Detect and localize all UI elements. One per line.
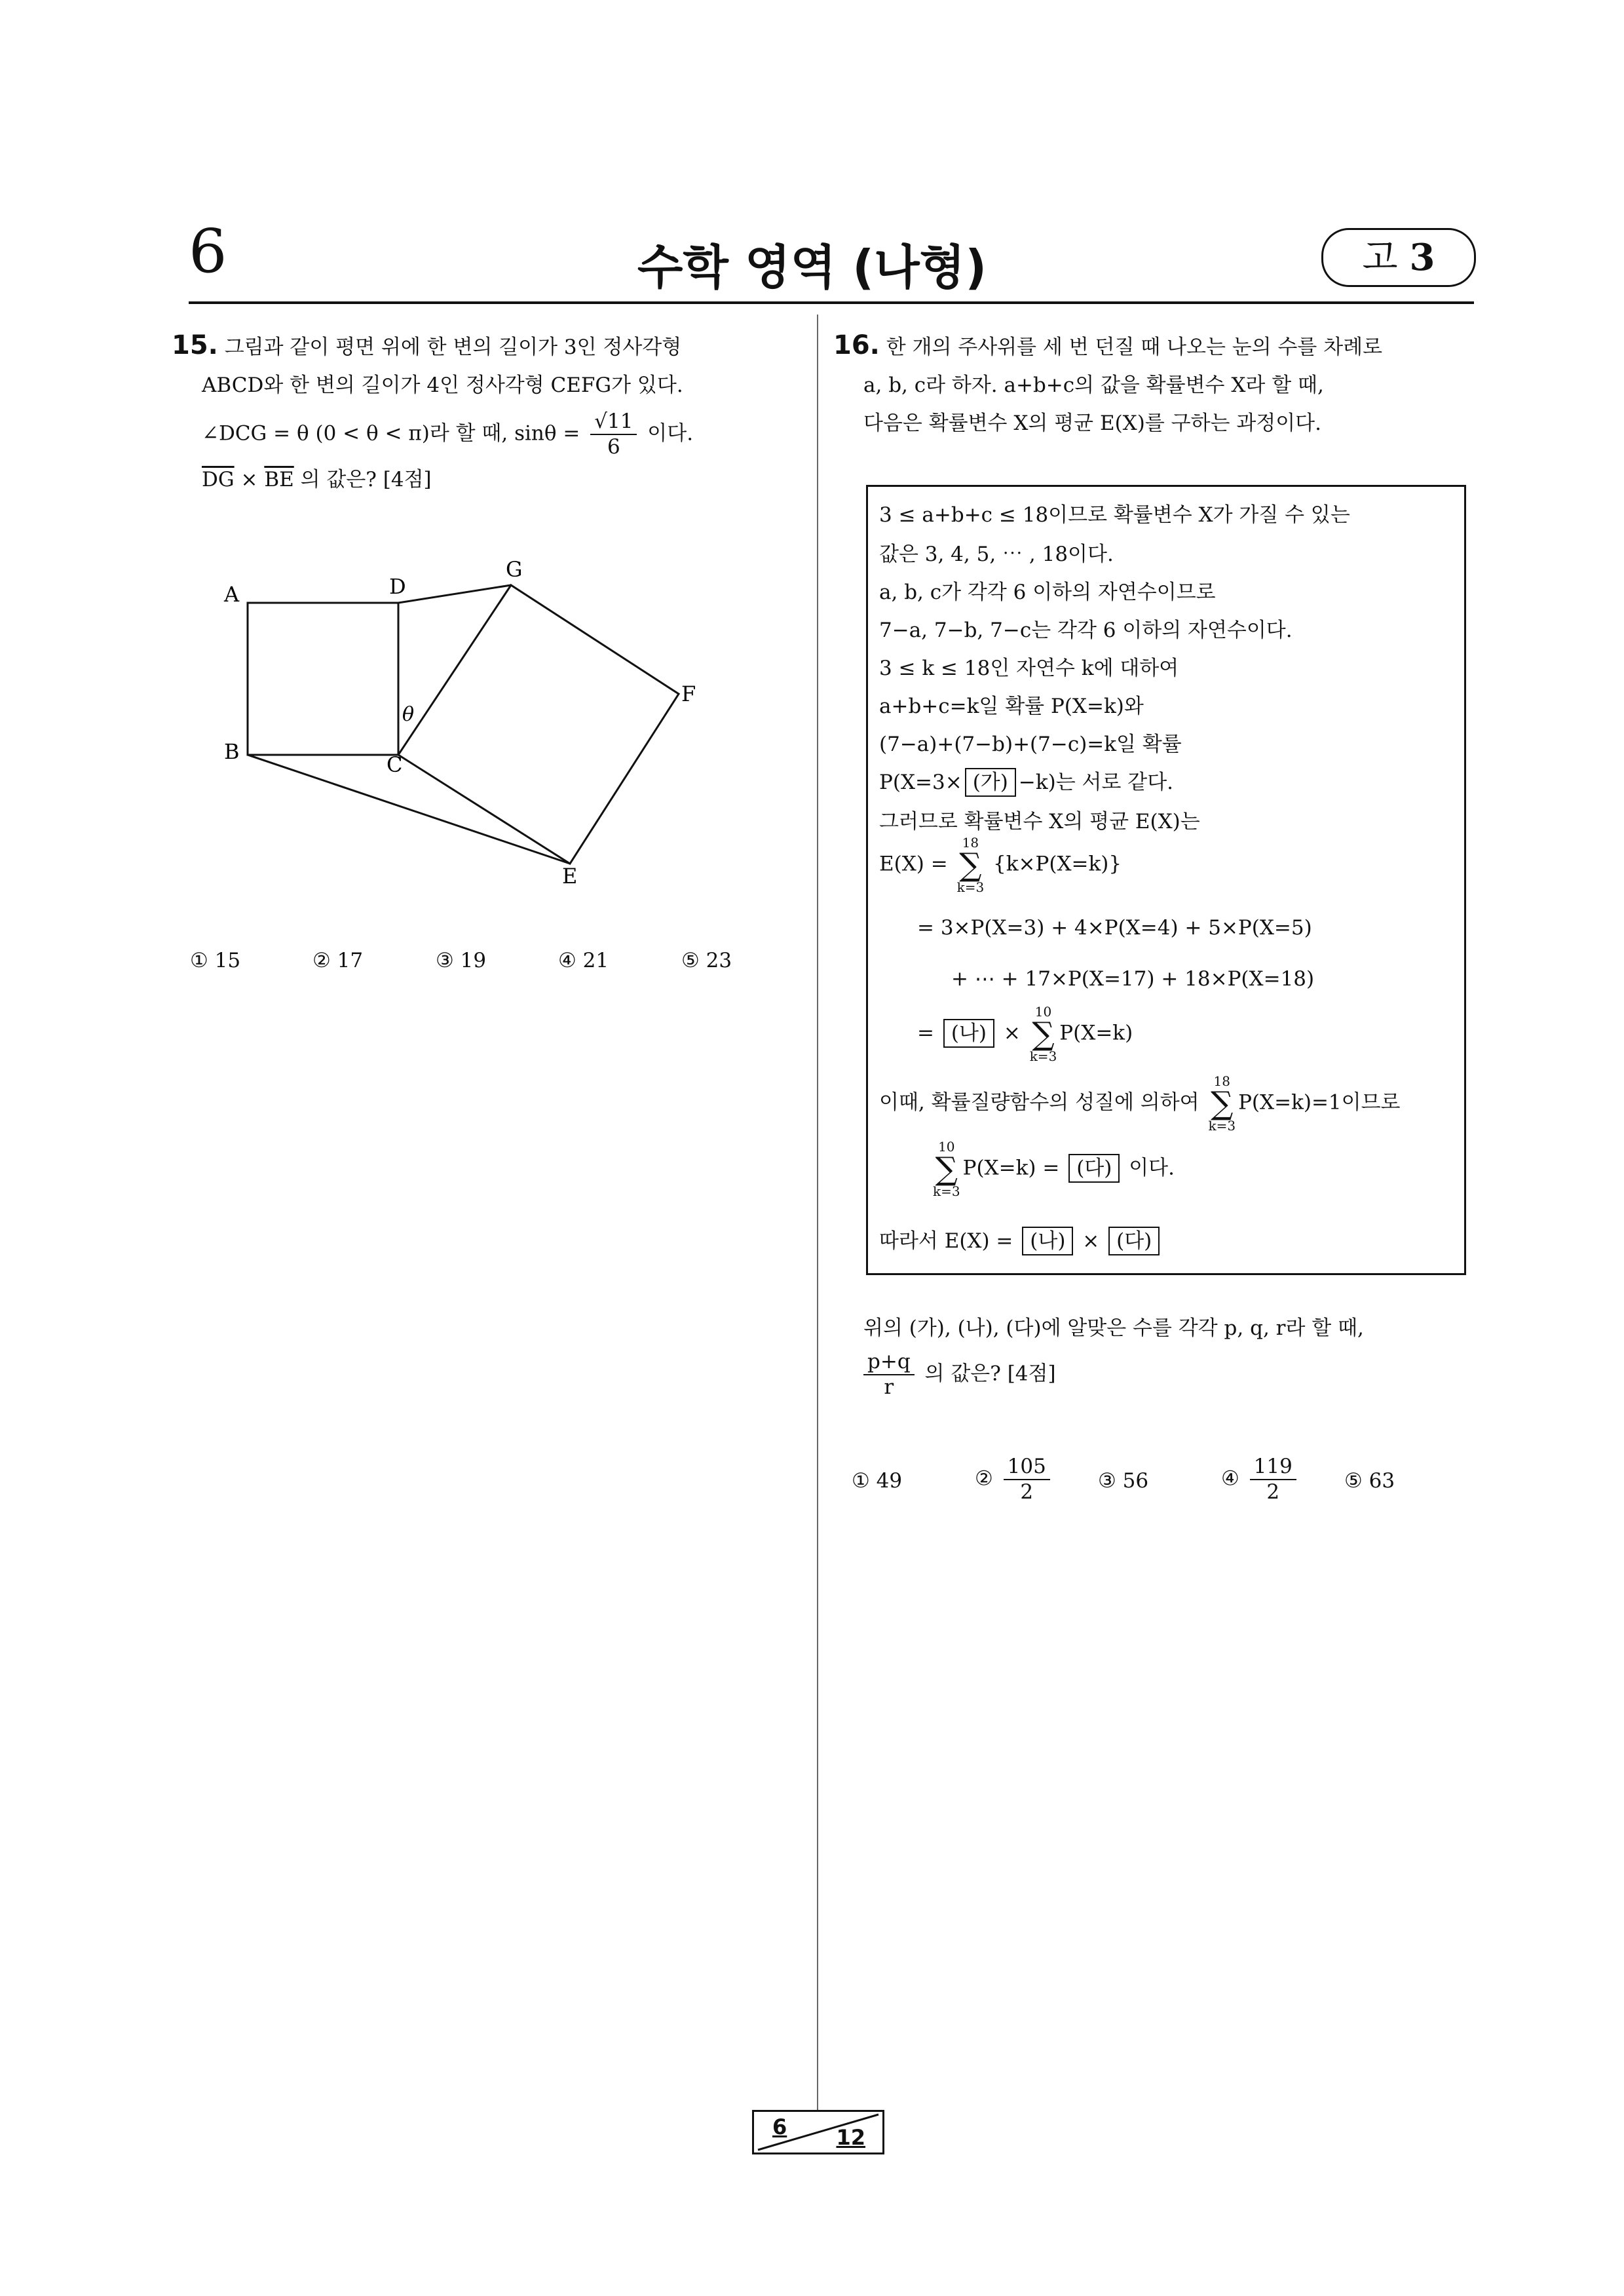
square-abcd — [248, 603, 398, 755]
proof-line-9: 그러므로 확률변수 X의 평균 E(X)는 — [879, 810, 1200, 833]
segment-dg: $\overline{DG}$ — [202, 468, 235, 492]
proof-line-6: a+b+c=k일 확률 P(X=k)와 — [879, 695, 1144, 718]
q15-line2: ABCD와 한 변의 길이가 4인 정사각형 CEFG가 있다. — [202, 373, 683, 397]
q16-after-line1: 위의 (가), (나), (다)에 알맞은 수를 각각 p, q, r라 할 때, — [863, 1316, 1364, 1340]
choice-1[interactable]: ① 15 — [190, 949, 241, 972]
column-divider — [817, 315, 818, 2110]
summation — [1208, 1075, 1236, 1132]
label-d: D — [389, 574, 406, 599]
q16-line3: 다음은 확률변수 X의 평균 E(X)를 구하는 과정이다. — [863, 411, 1321, 435]
sum-upper: 10 — [938, 1139, 955, 1155]
proof-line-16 — [879, 1224, 1162, 1255]
proof-text: P(X=k) = — [962, 1156, 1060, 1180]
q16-question-end: 의 값은? [4점] — [924, 1362, 1056, 1386]
proof-text: 이다. — [1129, 1156, 1175, 1180]
proof-line-7: (7−a)+(7−b)+(7−c)=k일 확률 — [879, 733, 1182, 756]
blank-na: (나) — [1022, 1227, 1073, 1255]
grade-badge — [1321, 228, 1476, 287]
choice-5[interactable]: ⑤ 63 — [1344, 1469, 1395, 1493]
label-f: F — [681, 681, 696, 706]
sigma-icon: ∑ — [1032, 1016, 1055, 1052]
segment-be: $\overline{BE}$ — [264, 468, 294, 492]
question-16 — [833, 326, 1462, 442]
summation — [957, 836, 985, 894]
proof-text: 따라서 E(X) = — [879, 1229, 1013, 1253]
sum-lower: k=3 — [956, 879, 985, 895]
proof-text: P(X=k) — [1059, 1021, 1133, 1045]
question-number: 15. — [172, 330, 218, 360]
choice-fraction — [1250, 1455, 1296, 1504]
sigma-icon: ∑ — [1211, 1085, 1234, 1122]
q15-choices — [0, 949, 786, 982]
fraction-numerator: √11 — [590, 410, 637, 435]
choice-3[interactable]: ③ 56 — [1098, 1469, 1149, 1493]
choice-3[interactable]: ③ 19 — [436, 949, 487, 972]
fraction-denominator: 2 — [1266, 1480, 1280, 1504]
proof-line-1: 3 ≤ a+b+c ≤ 18이므로 확률변수 X가 가질 수 있는 — [879, 503, 1350, 527]
sum-lower: k=3 — [933, 1183, 960, 1199]
fraction-numerator: 119 — [1250, 1455, 1296, 1480]
fraction-numerator: 105 — [1004, 1455, 1050, 1480]
proof-text: P(X=3× — [879, 771, 962, 794]
blank-da: (다) — [1068, 1154, 1120, 1183]
blank-ga: (가) — [965, 768, 1016, 797]
choice-2[interactable]: ② 17 — [312, 949, 364, 972]
sum-upper: 18 — [962, 835, 979, 851]
proof-line-5: 3 ≤ k ≤ 18인 자연수 k에 대하여 — [879, 657, 1179, 680]
proof-line-14 — [879, 1075, 1401, 1132]
sum-upper: 18 — [1213, 1073, 1230, 1089]
sum-upper: 10 — [1034, 1004, 1052, 1020]
segment-be-line — [248, 755, 570, 864]
choice-mark: ④ — [1221, 1466, 1239, 1491]
proof-line-13 — [917, 1005, 1133, 1063]
q15-line1: 그림과 같이 평면 위에 한 변의 길이가 3인 정사각형 — [224, 335, 682, 359]
q16-choices — [0, 1455, 1624, 1514]
choice-5[interactable]: ⑤ 23 — [681, 949, 732, 972]
proof-line-2: 값은 3, 4, 5, ⋯ , 18이다. — [879, 543, 1114, 566]
proof-line-10 — [879, 836, 1122, 894]
choice-4[interactable]: ④ 21 — [558, 949, 609, 972]
proof-text: = — [917, 1021, 934, 1045]
times-sign: × — [240, 468, 258, 492]
choice-1[interactable]: ① 49 — [852, 1469, 903, 1493]
proof-text: × — [1082, 1229, 1100, 1253]
proof-line-12: + ⋯ + 17×P(X=17) + 18×P(X=18) — [951, 967, 1315, 991]
segment-dg-line — [398, 585, 511, 603]
current-page: 6 — [772, 2114, 787, 2139]
q15-line4: 의 값은? [4점] — [300, 468, 432, 492]
label-c: C — [387, 752, 403, 777]
question-number: 16. — [833, 330, 880, 360]
summation — [933, 1140, 960, 1198]
label-e: E — [562, 864, 578, 889]
fraction-numerator: p+q — [863, 1350, 915, 1375]
page-number: 6 — [189, 216, 227, 286]
sigma-icon: ∑ — [935, 1151, 958, 1187]
label-theta: θ — [402, 703, 415, 726]
label-b: B — [224, 739, 240, 764]
grade-number: 3 — [1409, 236, 1435, 279]
pqr-fraction — [863, 1350, 915, 1400]
proof-text: × — [1003, 1021, 1021, 1045]
proof-text: {k×P(X=k)} — [993, 852, 1122, 876]
label-a: A — [224, 582, 240, 607]
label-g: G — [506, 557, 523, 582]
proof-text: −k)는 서로 같다. — [1018, 771, 1173, 794]
blank-na: (나) — [943, 1019, 994, 1048]
sum-lower: k=3 — [1029, 1048, 1057, 1064]
sin-fraction — [590, 410, 637, 459]
choice-mark: ② — [975, 1466, 993, 1491]
total-pages: 12 — [836, 2125, 865, 2150]
proof-line-11: = 3×P(X=3) + 4×P(X=4) + 5×P(X=5) — [917, 916, 1312, 940]
choice-2[interactable] — [975, 1455, 1054, 1504]
grade-prefix: 고 — [1362, 237, 1398, 279]
question-15 — [172, 326, 781, 499]
q16-after-line2 — [863, 1350, 1056, 1400]
q16-line1: 한 개의 주사위를 세 번 던질 때 나오는 눈의 수를 차례로 — [886, 335, 1383, 359]
sum-lower: k=3 — [1208, 1118, 1236, 1134]
fraction-denominator: 2 — [1020, 1480, 1034, 1504]
proof-line-15 — [930, 1140, 1175, 1198]
fraction-denominator: 6 — [607, 435, 620, 459]
page-indicator — [752, 2110, 884, 2154]
q16-line2: a, b, c라 하자. a+b+c의 값을 확률변수 X라 할 때, — [863, 373, 1324, 397]
proof-line-8 — [879, 765, 1173, 797]
proof-text: E(X) = — [879, 852, 948, 876]
square-cefg — [398, 585, 679, 864]
blank-da: (다) — [1108, 1227, 1160, 1255]
exam-title: 수학 영역 (나형) — [637, 240, 987, 295]
choice-4[interactable] — [1221, 1455, 1300, 1504]
proof-text: P(X=k)=1이므로 — [1238, 1090, 1401, 1115]
proof-line-4: 7−a, 7−b, 7−c는 각각 6 이하의 자연수이다. — [879, 619, 1293, 642]
proof-line-3: a, b, c가 각각 6 이하의 자연수이므로 — [879, 581, 1216, 604]
q15-line3: ∠DCG = θ (0 < θ < π)라 할 때, sinθ = — [202, 421, 580, 446]
square-figure — [216, 550, 714, 904]
q15-line3-end: 이다. — [647, 421, 694, 446]
header-rule — [189, 301, 1474, 304]
choice-fraction — [1004, 1455, 1050, 1504]
fraction-denominator: r — [884, 1375, 894, 1400]
summation — [1030, 1005, 1057, 1063]
proof-text: 이때, 확률질량함수의 성질에 의하여 — [879, 1090, 1199, 1115]
sigma-icon: ∑ — [959, 847, 982, 883]
